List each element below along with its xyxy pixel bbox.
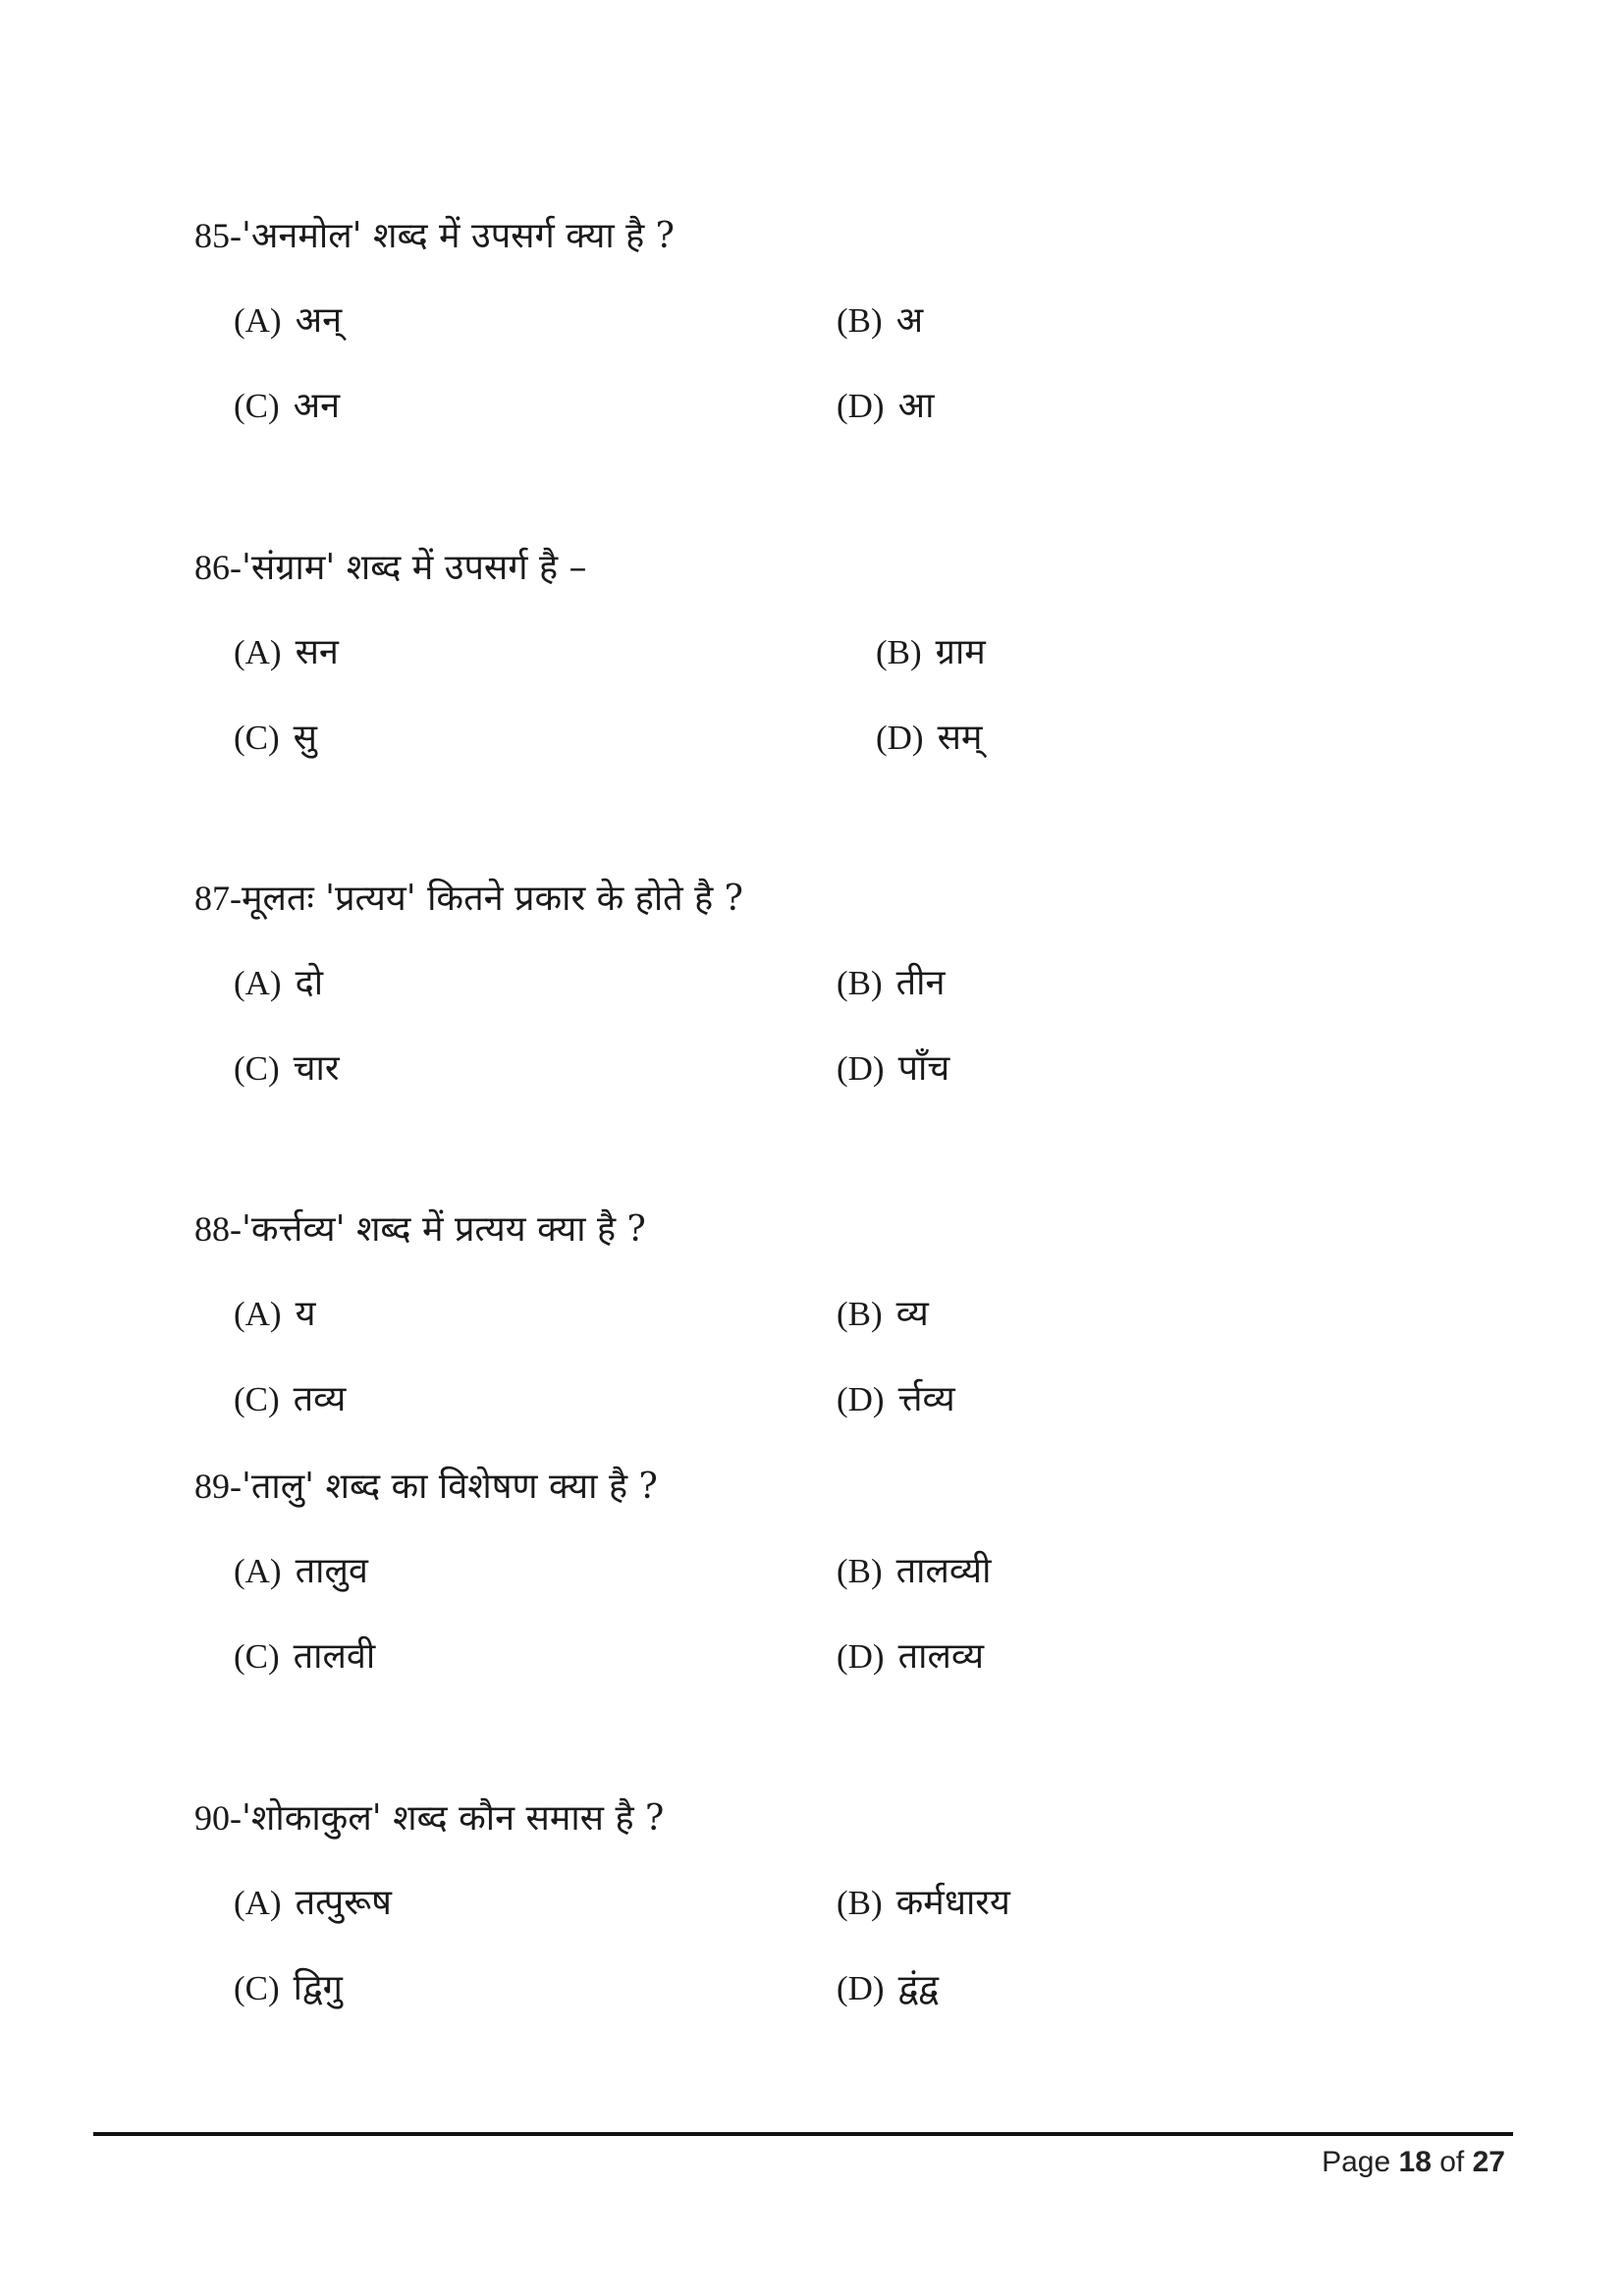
option-a — [234, 299, 342, 343]
option-letter: (A) — [234, 633, 282, 671]
option-letter: (A) — [234, 1295, 282, 1333]
option-b — [837, 962, 945, 1005]
page-word: Page — [1322, 2146, 1391, 2178]
option-d — [837, 1378, 955, 1421]
option-letter: (C) — [234, 387, 280, 425]
question-number: 89- — [194, 1467, 242, 1506]
option-text: आ — [897, 386, 935, 426]
question-text — [194, 1465, 658, 1509]
option-text: तालव्यी — [895, 1551, 992, 1591]
option-a — [234, 1293, 315, 1336]
option-d — [876, 717, 982, 760]
question-number: 86- — [194, 548, 242, 587]
option-letter: (A) — [234, 1552, 282, 1590]
option-letter: (C) — [234, 1380, 280, 1418]
option-letter: (C) — [234, 1049, 280, 1088]
option-letter: (A) — [234, 964, 282, 1002]
option-text: तालव्य — [897, 1636, 985, 1677]
option-a — [234, 631, 339, 674]
option-letter: (A) — [234, 301, 282, 340]
option-c — [234, 1967, 343, 2010]
question-text — [194, 546, 587, 590]
option-c — [234, 1635, 375, 1679]
of-word: of — [1439, 2146, 1465, 2178]
footer-divider — [93, 2132, 1513, 2136]
option-letter: (D) — [837, 387, 885, 425]
option-text: दो — [295, 963, 324, 1003]
option-text: चार — [293, 1048, 340, 1089]
option-d — [837, 1967, 939, 2010]
question-number: 88- — [194, 1209, 242, 1249]
option-a — [234, 1550, 368, 1593]
question-number: 90- — [194, 1798, 242, 1838]
option-letter: (B) — [837, 1295, 883, 1333]
option-text: अन् — [295, 300, 343, 341]
option-b — [837, 1550, 991, 1593]
current-page: 18 — [1398, 2146, 1432, 2178]
option-a — [234, 1882, 392, 1925]
option-text: कर्मधारय — [895, 1883, 1010, 1923]
option-letter: (D) — [837, 1380, 885, 1418]
option-c — [234, 385, 340, 428]
option-letter: (C) — [234, 1969, 280, 2007]
option-d — [837, 1047, 949, 1091]
question-prompt: मूलतः 'प्रत्यय' कितने प्रकार के होते है ? — [242, 879, 743, 919]
option-text: सु — [293, 718, 317, 758]
option-b — [837, 1882, 1010, 1925]
option-text: तत्पुरूष — [295, 1883, 392, 1923]
question-prompt: 'अनमोल' शब्द में उपसर्ग क्या है ? — [242, 216, 675, 256]
option-b — [837, 1293, 929, 1336]
question-prompt: 'शोकाकुल' शब्द कौन समास है ? — [242, 1798, 665, 1839]
option-letter: (B) — [837, 964, 883, 1002]
option-letter: (D) — [837, 1637, 885, 1676]
option-text: तीन — [895, 963, 946, 1003]
option-text: तालुव — [295, 1551, 368, 1591]
question-prompt: 'तालु' शब्द का विशेषण क्या है ? — [242, 1467, 658, 1507]
question-prompt: 'कर्त्तव्य' शब्द में प्रत्यय क्या है ? — [242, 1209, 646, 1250]
option-text: य — [295, 1294, 316, 1334]
option-b — [876, 631, 986, 674]
option-text: पाँच — [897, 1048, 950, 1089]
option-letter: (D) — [837, 1049, 885, 1088]
option-c — [234, 1047, 340, 1091]
option-text: व्य — [895, 1294, 929, 1334]
option-letter: (B) — [837, 1884, 883, 1922]
option-text: तालवी — [293, 1636, 376, 1677]
option-text: र्त्तव्य — [897, 1379, 955, 1419]
option-d — [837, 385, 934, 428]
option-a — [234, 962, 323, 1005]
option-text: द्विगु — [293, 1968, 343, 2008]
option-letter: (D) — [837, 1969, 885, 2007]
option-b — [837, 299, 923, 343]
option-text: अन — [293, 386, 341, 426]
question-number: 85- — [194, 216, 242, 255]
question-text — [194, 1207, 646, 1252]
option-letter: (B) — [837, 301, 883, 340]
option-text: सम् — [937, 718, 983, 758]
question-text — [194, 877, 743, 921]
option-text: अ — [895, 300, 924, 341]
option-c — [234, 1378, 346, 1421]
option-letter: (C) — [234, 1637, 280, 1676]
option-text: ग्राम — [935, 632, 986, 672]
option-letter: (B) — [876, 633, 922, 671]
option-letter: (A) — [234, 1884, 282, 1922]
page-number — [1322, 2143, 1505, 2182]
option-d — [837, 1635, 984, 1679]
option-text: सन — [295, 632, 339, 672]
question-text — [194, 214, 675, 258]
option-letter: (D) — [876, 719, 924, 757]
option-letter: (C) — [234, 719, 280, 757]
option-text: द्वंद्व — [897, 1968, 939, 2008]
option-letter: (B) — [837, 1552, 883, 1590]
option-text: तव्य — [293, 1379, 347, 1419]
total-pages: 27 — [1472, 2146, 1505, 2178]
question-prompt: 'संग्राम' शब्द में उपसर्ग है – — [242, 548, 587, 588]
question-text — [194, 1796, 664, 1841]
option-c — [234, 717, 317, 760]
question-number: 87- — [194, 879, 242, 918]
